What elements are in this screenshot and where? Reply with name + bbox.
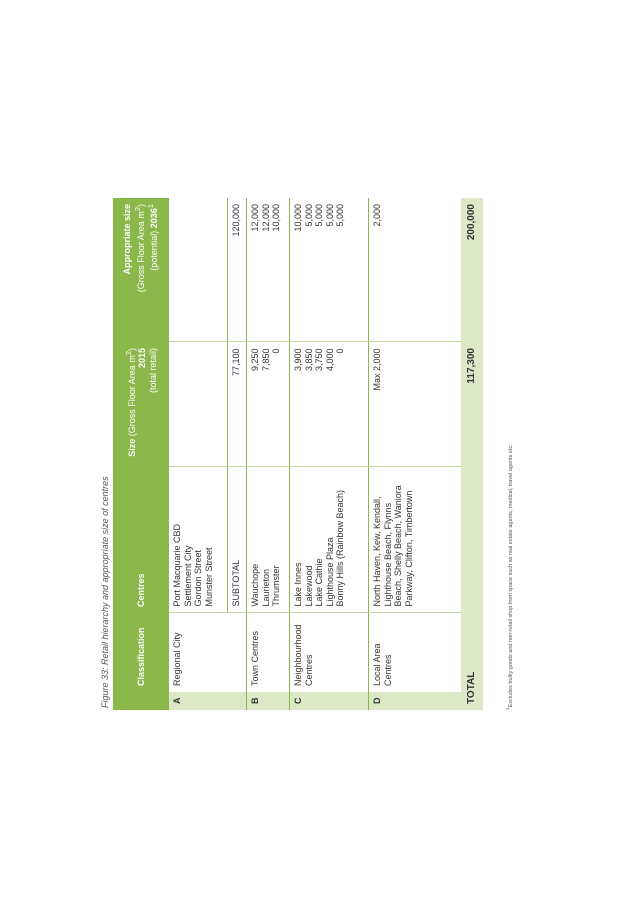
row-centres: Wauchope Laurieton Thrumster [247, 467, 290, 613]
row-classification: Neighbourhood Centres [290, 613, 369, 692]
header-centres: Centres [113, 467, 169, 613]
row-size: Max 2,000 [369, 342, 462, 467]
row-centres: SUBTOTAL [228, 467, 247, 613]
table-row-total [461, 198, 483, 710]
footnote: $^1$Excludes bulky goods and non-retail shop front space such as real estate agents, medical, travel agents etc. [505, 444, 514, 710]
header-size: Size (Gross Floor Area $m^2$) 2015 (total retail) [113, 342, 169, 467]
row-size [169, 342, 228, 467]
row-letter: C [290, 692, 369, 710]
total-size: 117,300 [461, 342, 483, 467]
row-appropriate: 10,000 5,000 5,000 5,000 5,000 [290, 198, 369, 342]
table-row-d [369, 198, 462, 710]
total-label: TOTAL [461, 613, 483, 710]
table-row-a [169, 198, 228, 710]
total-appropriate: 200,000 [461, 198, 483, 342]
row-classification: Local Area Centres [369, 613, 462, 692]
figure-caption: Figure 33: Retail hierarchy and appropriate size of centres [100, 476, 110, 708]
row-classification: Town Centres [247, 613, 290, 692]
row-size: 9,250 7,850 0 [247, 342, 290, 467]
header-letter [113, 692, 169, 710]
table-row-c [290, 198, 369, 710]
total-centres-empty [461, 467, 483, 613]
row-appropriate: 2,000 [369, 198, 462, 342]
row-letter: B [247, 692, 290, 710]
table-row-b [247, 198, 290, 710]
row-appropriate: 120,000 [228, 198, 247, 342]
row-size: 77,100 [228, 342, 247, 467]
row-classification: Regional City [169, 613, 247, 692]
table-header-row [113, 198, 169, 710]
row-size: 3,900 3,850 3,750 4,000 0 [290, 342, 369, 467]
row-centres: Port Macquarie CBD Settlement City Gordon Street Munster Street [169, 467, 228, 613]
row-letter: A [169, 692, 247, 710]
row-centres: Lake Innes Lakewood Lake Cathie Lighthouse Plaza Bonny Hills (Rainbow Beach) [290, 467, 369, 613]
header-classification: Classification [113, 613, 169, 692]
row-letter: D [369, 692, 462, 710]
retail-hierarchy-table [113, 198, 483, 710]
row-centres: North Haven, Kew, Kendall, Lighthouse Beach, Flynns Beach, Shelly Beach, Waniora Parkway, Clifton, Timbertown [369, 467, 462, 613]
row-appropriate: 12,000 12,000 10,000 [247, 198, 290, 342]
row-appropriate [169, 198, 228, 342]
header-appropriate-size: Appropriate size (Gross Floor Area $m^2$) (potential) 2036$^1$ [113, 198, 169, 342]
